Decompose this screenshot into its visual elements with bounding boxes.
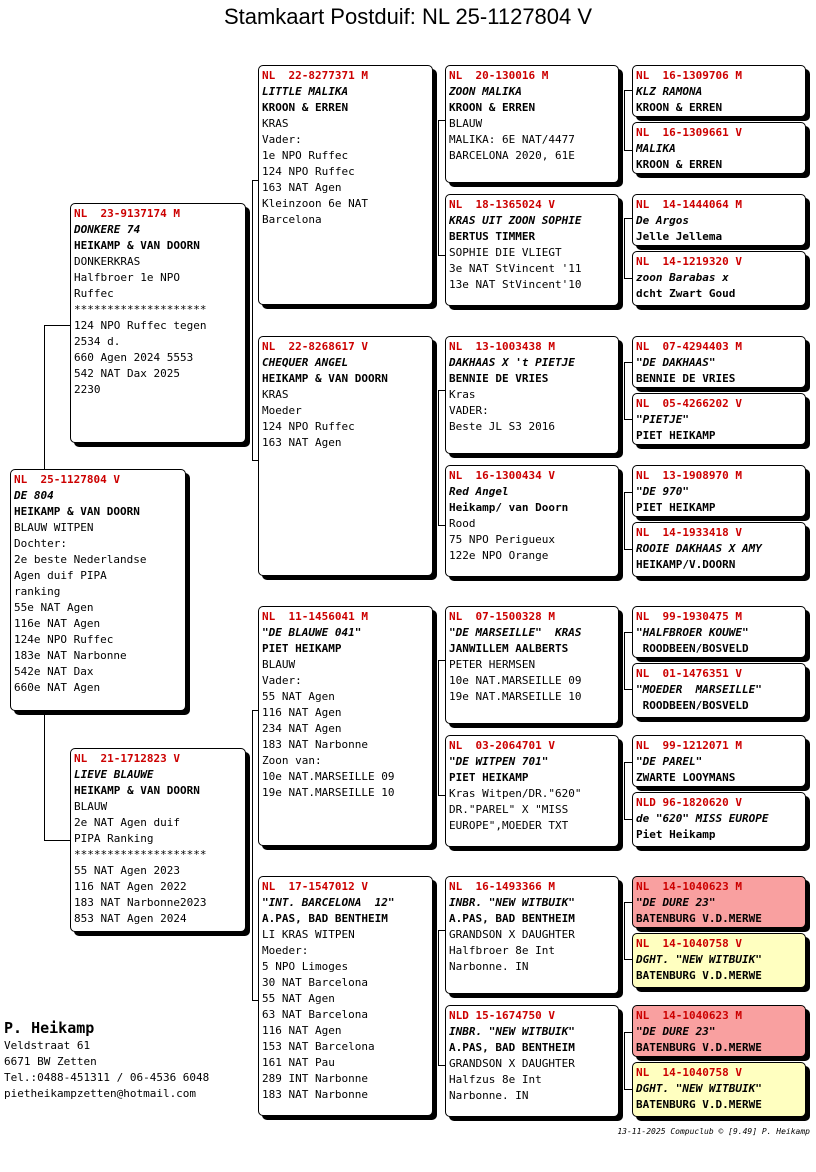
ring-number: NL 13-1003438 M: [449, 340, 555, 353]
info-line: 161 NAT Pau: [262, 1056, 335, 1069]
info-line: GRANDSON X DAUGHTER: [449, 1057, 575, 1070]
breeder-name: KROON & ERREN: [449, 101, 536, 114]
pigeon-name: ROOIE DAKHAAS X AMY: [636, 542, 762, 555]
connector: [44, 712, 45, 840]
info-line: Narbonne. IN: [449, 960, 529, 973]
pigeon-name: de "620" MISS EUROPE: [636, 812, 769, 825]
owner-name: P. Heikamp: [4, 1019, 95, 1037]
pigeon-name: DAKHAAS X 't PIETJE: [449, 356, 575, 369]
pedigree-card-ssd[interactable]: [445, 194, 619, 306]
info-line: MALIKA: 6E NAT/4477: [449, 133, 575, 146]
pigeon-name: "DE BLAUWE 041": [262, 626, 362, 639]
connector: [624, 632, 625, 689]
info-line: PIPA Ranking: [74, 832, 154, 845]
info-line: 10e NAT.MARSEILLE 09: [449, 674, 582, 687]
breeder-name: ROODBEEN/BOSVELD: [636, 642, 749, 655]
pigeon-name: LITTLE MALIKA: [262, 85, 349, 98]
connector: [624, 90, 632, 91]
info-line: ********************: [74, 303, 207, 316]
info-line: Vader:: [262, 674, 302, 687]
info-line: Moeder: [262, 404, 302, 417]
ring-number: NL 03-2064701 V: [449, 739, 555, 752]
info-line: ********************: [74, 848, 207, 861]
pigeon-name: "PIETJE": [636, 413, 689, 426]
pedigree-card-sds[interactable]: [445, 336, 619, 454]
breeder-name: A.PAS, BAD BENTHEIM: [449, 912, 575, 925]
breeder-name: Heikamp/ van Doorn: [449, 501, 569, 514]
breeder-name: KROON & ERREN: [636, 101, 723, 114]
info-line: KRAS: [262, 117, 289, 130]
pedigree-card-ssdd[interactable]: [632, 251, 806, 306]
breeder-name: HEIKAMP/V.DOORN: [636, 558, 736, 571]
info-line: Zoon van:: [262, 754, 322, 767]
pigeon-name: KRAS UIT ZOON SOPHIE: [449, 214, 582, 227]
ring-number: NL 25-1127804 V: [14, 473, 120, 486]
connector: [624, 362, 625, 419]
breeder-name: dcht Zwart Goud: [636, 287, 736, 300]
pedigree-card-sdds[interactable]: [632, 465, 806, 517]
pigeon-name: "DE 970": [636, 485, 689, 498]
ring-number: NL 05-4266202 V: [636, 397, 742, 410]
ring-number: NLD 15-1674750 V: [449, 1009, 555, 1022]
connector: [438, 390, 439, 525]
pedigree-card-sss[interactable]: [445, 65, 619, 183]
info-line: VADER:: [449, 404, 489, 417]
breeder-name: A.PAS, BAD BENTHEIM: [449, 1041, 575, 1054]
info-line: 163 NAT Agen: [262, 436, 342, 449]
owner-street: Veldstraat 61: [4, 1039, 91, 1052]
info-line: 55e NAT Agen: [14, 601, 94, 614]
connector: [624, 632, 632, 633]
ring-number: NL 11-1456041 M: [262, 610, 368, 623]
breeder-name: BENNIE DE VRIES: [449, 372, 549, 385]
ring-number: NLD 96-1820620 V: [636, 796, 742, 809]
breeder-name: HEIKAMP & VAN DOORN: [262, 372, 388, 385]
info-line: 10e NAT.MARSEILLE 09: [262, 770, 395, 783]
pigeon-name: DONKERE 74: [74, 223, 141, 236]
connector: [624, 150, 632, 151]
info-line: 116e NAT Agen: [14, 617, 101, 630]
info-line: Kleinzoon 6e NAT: [262, 197, 368, 210]
breeder-name: KROON & ERREN: [636, 158, 723, 171]
info-line: Agen duif PIPA: [14, 569, 107, 582]
pedigree-card-ssss[interactable]: [632, 65, 806, 117]
info-line: 116 NAT Agen 2022: [74, 880, 187, 893]
connector: [252, 320, 253, 460]
connector: [624, 959, 632, 960]
info-line: 30 NAT Barcelona: [262, 976, 368, 989]
info-line: Kras: [449, 388, 476, 401]
pigeon-name: "INT. BARCELONA 12": [262, 896, 395, 909]
info-line: Halfzus 8e Int: [449, 1073, 542, 1086]
pedigree-card-dam[interactable]: [70, 748, 246, 932]
info-line: 124 NPO Ruffec: [262, 420, 355, 433]
info-line: EUROPE",MOEDER TXT: [449, 819, 569, 832]
pigeon-name: "DE DAKHAAS": [636, 356, 716, 369]
connector: [624, 492, 632, 493]
pedigree-card-dss[interactable]: [445, 606, 619, 724]
breeder-name: PIET HEIKAMP: [262, 642, 342, 655]
pedigree-card-sdsd[interactable]: [632, 393, 806, 445]
ring-number: NL 17-1547012 V: [262, 880, 368, 893]
info-line: 183e NAT Narbonne: [14, 649, 127, 662]
pigeon-name: "DE DURE 23": [636, 1025, 716, 1038]
info-line: ranking: [14, 585, 61, 598]
ring-number: NL 16-1309661 V: [636, 126, 742, 139]
info-line: 124 NPO Ruffec: [262, 165, 355, 178]
breeder-name: HEIKAMP & VAN DOORN: [74, 239, 200, 252]
connector: [624, 362, 632, 363]
pigeon-name: zoon Barabas x: [636, 271, 729, 284]
breeder-name: HEIKAMP & VAN DOORN: [74, 784, 200, 797]
info-line: Vader:: [262, 133, 302, 146]
breeder-name: BATENBURG V.D.MERWE: [636, 1041, 762, 1054]
info-line: Moeder:: [262, 944, 309, 957]
connector: [624, 902, 625, 959]
pedigree-card-dssd[interactable]: [632, 663, 806, 718]
info-line: Dochter:: [14, 537, 67, 550]
info-line: Beste JL S3 2016: [449, 420, 555, 433]
info-line: PETER HERMSEN: [449, 658, 536, 671]
ring-number: NL 14-1040758 V: [636, 1066, 742, 1079]
info-line: 153 NAT Barcelona: [262, 1040, 375, 1053]
info-line: 660 Agen 2024 5553: [74, 351, 194, 364]
pigeon-name: "HALFBROER KOUWE": [636, 626, 749, 639]
pedigree-card-ss[interactable]: [258, 65, 433, 305]
info-line: 124 NPO Ruffec tegen: [74, 319, 207, 332]
breeder-name: BENNIE DE VRIES: [636, 372, 736, 385]
pigeon-name: "DE PAREL": [636, 755, 703, 768]
info-line: BLAUW: [262, 658, 296, 671]
connector: [624, 1089, 632, 1090]
pigeon-name: ZOON MALIKA: [449, 85, 522, 98]
pigeon-name: DE 804: [14, 489, 54, 502]
ring-number: NL 22-8268617 V: [262, 340, 368, 353]
info-line: 124e NPO Ruffec: [14, 633, 114, 646]
ring-number: NL 14-1040758 V: [636, 937, 742, 950]
pedigree-card-ds[interactable]: [258, 606, 433, 846]
info-line: 2e beste Nederlandse: [14, 553, 147, 566]
owner-phone: Tel.:0488-451311 / 06-4536 6048: [4, 1071, 210, 1084]
connector: [624, 902, 632, 903]
owner-address-block: [4, 1018, 209, 1102]
info-line: 5 NPO Limoges: [262, 960, 349, 973]
info-line: 183 NAT Narbonne: [262, 1088, 368, 1101]
pedigree-card-sddd[interactable]: [632, 522, 806, 577]
info-line: SOPHIE DIE VLIEGT: [449, 246, 562, 259]
info-line: 19e NAT.MARSEILLE 10: [449, 690, 582, 703]
info-line: 55 NAT Agen: [262, 690, 335, 703]
info-line: 55 NAT Agen: [262, 992, 335, 1005]
pedigree-card-sssd[interactable]: [632, 122, 806, 174]
connector: [624, 762, 632, 763]
pedigree-card-sdd[interactable]: [445, 465, 619, 577]
info-line: 163 NAT Agen: [262, 181, 342, 194]
ring-number: NL 18-1365024 V: [449, 198, 555, 211]
connector: [624, 419, 632, 420]
info-line: BLAUW: [449, 117, 483, 130]
pigeon-name: "DE WITPEN 701": [449, 755, 549, 768]
info-line: 234 NAT Agen: [262, 722, 342, 735]
breeder-name: ZWARTE LOOYMANS: [636, 771, 736, 784]
info-line: LI KRAS WITPEN: [262, 928, 355, 941]
connector: [438, 120, 439, 255]
pedigree-card-dd[interactable]: [258, 876, 433, 1116]
ring-number: NL 14-1444064 M: [636, 198, 742, 211]
pigeon-name: "MOEDER MARSEILLE": [636, 683, 762, 696]
ring-number: NL 14-1933418 V: [636, 526, 742, 539]
info-line: Barcelona: [262, 213, 322, 226]
ring-number: NL 01-1476351 V: [636, 667, 742, 680]
connector: [44, 325, 45, 470]
info-line: 1e NPO Ruffec: [262, 149, 349, 162]
pigeon-name: Red Angel: [449, 485, 509, 498]
info-line: Halfbroer 8e Int: [449, 944, 555, 957]
ring-number: NL 23-9137174 M: [74, 207, 180, 220]
pedigree-card-ssds[interactable]: [632, 194, 806, 246]
pigeon-name: "DE DURE 23": [636, 896, 716, 909]
info-line: KRAS: [262, 388, 289, 401]
pedigree-card-ddsd[interactable]: [632, 933, 806, 988]
info-line: 542e NAT Dax: [14, 665, 94, 678]
ring-number: NL 14-1219320 V: [636, 255, 742, 268]
connector: [438, 930, 439, 1065]
info-line: 13e NAT StVincent'10: [449, 278, 582, 291]
info-line: BLAUW WITPEN: [14, 521, 94, 534]
connector: [624, 1032, 632, 1033]
pedigree-card-dddd[interactable]: [632, 1062, 806, 1117]
page-title: Stamkaart Postduif: NL 25-1127804 V: [223, 4, 593, 29]
info-line: 122e NPO Orange: [449, 549, 549, 562]
breeder-name: PIET HEIKAMP: [449, 771, 529, 784]
ring-number: NL 16-1309706 M: [636, 69, 742, 82]
info-line: 289 INT Narbonne: [262, 1072, 368, 1085]
info-line: 2e NAT Agen duif: [74, 816, 180, 829]
ring-number: NL 14-1040623 M: [636, 880, 742, 893]
connector: [624, 819, 632, 820]
info-line: Halfbroer 1e NPO: [74, 271, 180, 284]
info-line: Narbonne. IN: [449, 1089, 529, 1102]
ring-number: NL 13-1908970 M: [636, 469, 742, 482]
breeder-name: ROODBEEN/BOSVELD: [636, 699, 749, 712]
connector: [44, 325, 70, 326]
breeder-name: KROON & ERREN: [262, 101, 349, 114]
connector: [624, 218, 632, 219]
info-line: 660e NAT Agen: [14, 681, 101, 694]
connector: [624, 1032, 625, 1089]
breeder-name: PIET HEIKAMP: [636, 501, 716, 514]
breeder-name: PIET HEIKAMP: [636, 429, 716, 442]
connector: [624, 689, 632, 690]
info-line: DONKERKRAS: [74, 255, 141, 268]
info-line: BARCELONA 2020, 61E: [449, 149, 575, 162]
pedigree-card-ddd[interactable]: [445, 1005, 619, 1117]
pigeon-name: LIEVE BLAUWE: [74, 768, 154, 781]
pedigree-card-sd[interactable]: [258, 336, 433, 576]
info-line: 75 NPO Perigueux: [449, 533, 555, 546]
pedigree-card-dsss[interactable]: [632, 606, 806, 658]
info-line: Rood: [449, 517, 476, 530]
info-line: 183 NAT Narbonne2023: [74, 896, 207, 909]
pedigree-card-dds[interactable]: [445, 876, 619, 994]
ring-number: NL 07-4294403 M: [636, 340, 742, 353]
ring-number: NL 16-1493366 M: [449, 880, 555, 893]
info-line: 19e NAT.MARSEILLE 10: [262, 786, 395, 799]
pigeon-name: CHEQUER ANGEL: [262, 356, 349, 369]
connector: [624, 278, 632, 279]
pedigree-card-dsd[interactable]: [445, 735, 619, 847]
connector: [624, 762, 625, 819]
ring-number: NL 99-1930475 M: [636, 610, 742, 623]
pedigree-card-dsds[interactable]: [632, 735, 806, 787]
breeder-name: BERTUS TIMMER: [449, 230, 536, 243]
ring-number: NL 22-8277371 M: [262, 69, 368, 82]
connector: [252, 180, 253, 320]
pedigree-card-ddds[interactable]: [632, 1005, 806, 1057]
ring-number: NL 14-1040623 M: [636, 1009, 742, 1022]
info-line: 183 NAT Narbonne: [262, 738, 368, 751]
ring-number: NL 99-1212071 M: [636, 739, 742, 752]
info-line: 3e NAT StVincent '11: [449, 262, 582, 275]
ring-number: NL 07-1500328 M: [449, 610, 555, 623]
info-line: GRANDSON X DAUGHTER: [449, 928, 575, 941]
breeder-name: JANWILLEM AALBERTS: [449, 642, 569, 655]
pedigree-card-dsdd[interactable]: [632, 792, 806, 847]
pigeon-name: "DE MARSEILLE" KRAS: [449, 626, 582, 639]
pedigree-card-ddss[interactable]: [632, 876, 806, 928]
pigeon-name: De Argos: [636, 214, 689, 227]
connector: [252, 710, 253, 1000]
info-line: 63 NAT Barcelona: [262, 1008, 368, 1021]
breeder-name: Jelle Jellema: [636, 230, 723, 243]
info-line: 2534 d.: [74, 335, 121, 348]
breeder-name: BATENBURG V.D.MERWE: [636, 1098, 762, 1111]
ring-number: NL 16-1300434 V: [449, 469, 555, 482]
info-line: 542 NAT Dax 2025: [74, 367, 180, 380]
pedigree-card-sdss[interactable]: [632, 336, 806, 388]
pigeon-name: MALIKA: [636, 142, 676, 155]
pigeon-name: KLZ RAMONA: [636, 85, 703, 98]
info-line: 853 NAT Agen 2024: [74, 912, 187, 925]
info-line: BLAUW: [74, 800, 108, 813]
pigeon-name: DGHT. "NEW WITBUIK": [636, 953, 762, 966]
pigeon-name: INBR. "NEW WITBUIK": [449, 896, 575, 909]
breeder-name: A.PAS, BAD BENTHEIM: [262, 912, 388, 925]
info-line: 116 NAT Agen: [262, 1024, 342, 1037]
pigeon-name: INBR. "NEW WITBUIK": [449, 1025, 575, 1038]
info-line: Ruffec: [74, 287, 114, 300]
connector: [624, 492, 625, 549]
connector: [624, 549, 632, 550]
info-line: 116 NAT Agen: [262, 706, 342, 719]
pedigree-card-sire[interactable]: [70, 203, 246, 443]
owner-email[interactable]: pietheikampzetten@hotmail.com: [4, 1087, 197, 1100]
footer-credit: 13-11-2025 Compuclub © [9.49] P. Heikamp: [617, 1127, 810, 1136]
info-line: Kras Witpen/DR."620": [449, 787, 582, 800]
info-line: DR."PAREL" X "MISS: [449, 803, 569, 816]
connector: [624, 218, 625, 278]
pigeon-name: DGHT. "NEW WITBUIK": [636, 1082, 762, 1095]
connector: [438, 660, 439, 795]
owner-city: 6671 BW Zetten: [4, 1055, 97, 1068]
connector: [44, 840, 70, 841]
pedigree-card-subject[interactable]: [10, 469, 186, 711]
breeder-name: BATENBURG V.D.MERWE: [636, 969, 762, 982]
breeder-name: HEIKAMP & VAN DOORN: [14, 505, 140, 518]
breeder-name: BATENBURG V.D.MERWE: [636, 912, 762, 925]
info-line: 55 NAT Agen 2023: [74, 864, 180, 877]
breeder-name: Piet Heikamp: [636, 828, 716, 841]
info-line: 2230: [74, 383, 101, 396]
ring-number: NL 21-1712823 V: [74, 752, 180, 765]
ring-number: NL 20-130016 M: [449, 69, 549, 82]
connector: [624, 90, 625, 150]
